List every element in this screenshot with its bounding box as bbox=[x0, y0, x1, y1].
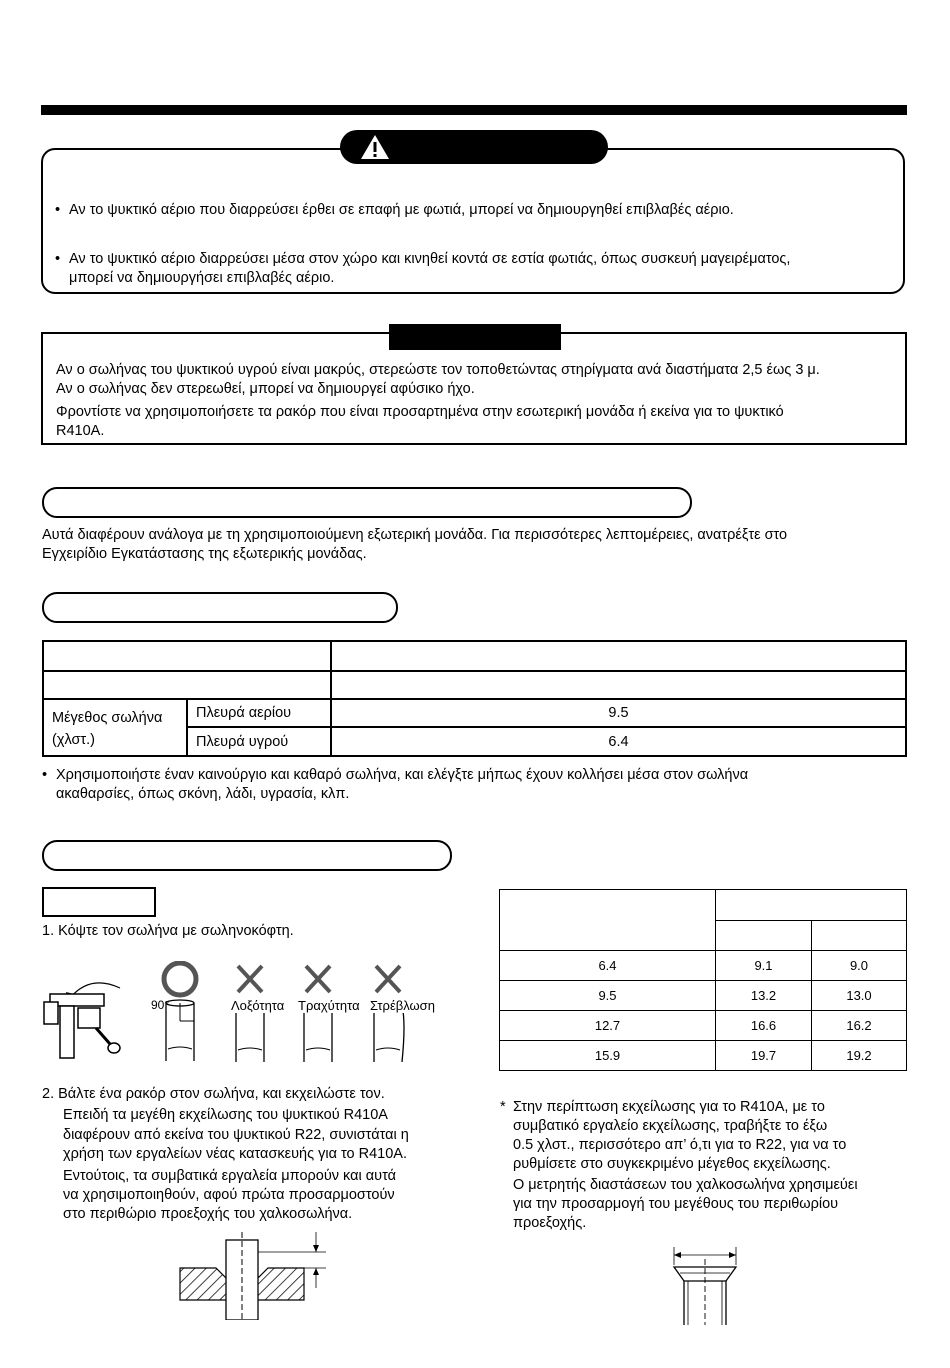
table-row bbox=[500, 1041, 907, 1071]
step2-title: 2. Βάλτε ένα ρακόρ στον σωλήνα, και εκχειλώστε τον. bbox=[42, 1086, 385, 1102]
warning-header bbox=[340, 130, 608, 164]
table-cell: 19.2 bbox=[812, 1041, 907, 1071]
liquid-side-label: Πλευρά υγρού bbox=[187, 727, 331, 756]
liquid-side-value: 6.4 bbox=[331, 727, 906, 756]
section-heading-pill bbox=[42, 592, 398, 623]
flare-note-line: Ο μετρητής διαστάσεων του χαλκοσωλήνα χρησιμεύει bbox=[513, 1177, 858, 1193]
table-header-cell bbox=[43, 641, 331, 671]
table-cell bbox=[43, 671, 331, 699]
caution-line: R410A. bbox=[56, 423, 105, 439]
flare-note-line: ρυθμίσετε στο συγκεκριμένο μέγεθος εκχείλωσης. bbox=[513, 1156, 831, 1172]
table-cell bbox=[331, 671, 906, 699]
step2-line: να χρησιμοποιηθούν, αφού πρώτα προσαρμοστούν bbox=[63, 1187, 395, 1203]
table-cell: 16.2 bbox=[812, 1011, 907, 1041]
section-heading-pill bbox=[42, 840, 452, 871]
table-cell: 9.1 bbox=[716, 951, 812, 981]
table-row bbox=[500, 1011, 907, 1041]
step2-line: στο περιθώριο προεξοχής του χαλκοσωλήνα. bbox=[63, 1206, 353, 1222]
caution-line: Αν ο σωλήνας του ψυκτικού υγρού είναι μακρύς, στερεώστε τον τοποθετώντας στηρίγματα ανά διαστήματα 2,5 έως 3 μ. bbox=[56, 362, 820, 378]
flare-note-line: προεξοχής. bbox=[513, 1215, 587, 1231]
step1-text: 1. Κόψτε τον σωλήνα με σωληνοκόφτη. bbox=[42, 923, 294, 939]
table-cell: 9.5 bbox=[500, 981, 716, 1011]
section-text: Αυτά διαφέρουν ανάλογα με τη χρησιμοποιούμενη εξωτερική μονάδα. Για περισσότερες λεπτομέρειες, ανατρέξτε στο bbox=[42, 527, 788, 543]
table-cell: 16.6 bbox=[716, 1011, 812, 1041]
flaring-tool-illustration bbox=[178, 1228, 328, 1320]
section-text: Εγχειρίδιο Εγκατάστασης της εξωτερικής μονάδας. bbox=[42, 546, 367, 562]
pipe-cutter-illustration bbox=[40, 968, 130, 1060]
step2-line: Επειδή τα μεγέθη εκχείλωσης του ψυκτικού R410A bbox=[63, 1107, 388, 1123]
pipe-size-label: Μέγεθος σωλήνα (χλστ.) bbox=[43, 699, 187, 756]
rough-label: Τραχύτητα bbox=[298, 998, 360, 1013]
flare-note-line: συμβατικό εργαλείο εκχείλωσης, τραβήξτε το έξω bbox=[513, 1118, 828, 1134]
table-cell: 9.0 bbox=[812, 951, 907, 981]
step2-line: Εντούτοις, τα συμβατικά εργαλεία μπορούν και αυτά bbox=[63, 1168, 396, 1184]
flare-size-table bbox=[499, 889, 907, 1071]
flare-note-line: Στην περίπτωση εκχείλωσης για το R410A, με το bbox=[513, 1099, 825, 1115]
flared-pipe-illustration bbox=[666, 1245, 746, 1325]
flare-note-line: 0.5 χλστ., περισσότερο απ’ ό,τι για το R22, για να το bbox=[513, 1137, 847, 1153]
table-cell: 13.2 bbox=[716, 981, 812, 1011]
flare-note-line: για την προσαρμογή του μεγέθους του περιθωρίου bbox=[513, 1196, 839, 1212]
table-header-cell bbox=[716, 890, 907, 921]
header-bar bbox=[41, 105, 907, 115]
table-header-cell bbox=[500, 890, 716, 951]
table-cell: 6.4 bbox=[500, 951, 716, 981]
table-row bbox=[500, 951, 907, 981]
caution-line: Φροντίστε να χρησιμοποιήσετε τα ρακόρ που είναι προσαρτημένα στην εσωτερική μονάδα ή εκείνα για το ψυκτικό bbox=[56, 404, 784, 420]
gas-side-label: Πλευρά αερίου bbox=[187, 699, 331, 727]
table-cell: 12.7 bbox=[500, 1011, 716, 1041]
table-cell: 13.0 bbox=[812, 981, 907, 1011]
table-header-cell bbox=[812, 921, 907, 951]
angle-label: 90° bbox=[151, 998, 170, 1012]
step2-line: χρήση των εργαλείων νέας κατασκευής για το R410A. bbox=[63, 1146, 407, 1162]
section-heading-pill bbox=[42, 487, 692, 518]
warped-label: Στρέβλωση bbox=[370, 998, 435, 1013]
warning-triangle-icon bbox=[360, 134, 390, 160]
caution-line: Αν ο σωλήνας δεν στερεωθεί, μπορεί να δημιουργεί αφύσικο ήχο. bbox=[56, 381, 475, 397]
oblique-label: Λοξότητα bbox=[231, 998, 285, 1013]
table-header-cell bbox=[716, 921, 812, 951]
table-header-cell bbox=[331, 641, 906, 671]
table-cell: 15.9 bbox=[500, 1041, 716, 1071]
table-row bbox=[500, 981, 907, 1011]
table-cell: 19.7 bbox=[716, 1041, 812, 1071]
caution-header bbox=[389, 324, 561, 350]
step-label-box bbox=[42, 887, 156, 917]
pipe-size-table bbox=[42, 640, 907, 757]
note-asterisk: * bbox=[500, 1099, 506, 1115]
gas-side-value: 9.5 bbox=[331, 699, 906, 727]
step2-line: διαφέρουν από εκείνα του ψυκτικού R22, συνιστάται η bbox=[63, 1127, 409, 1143]
